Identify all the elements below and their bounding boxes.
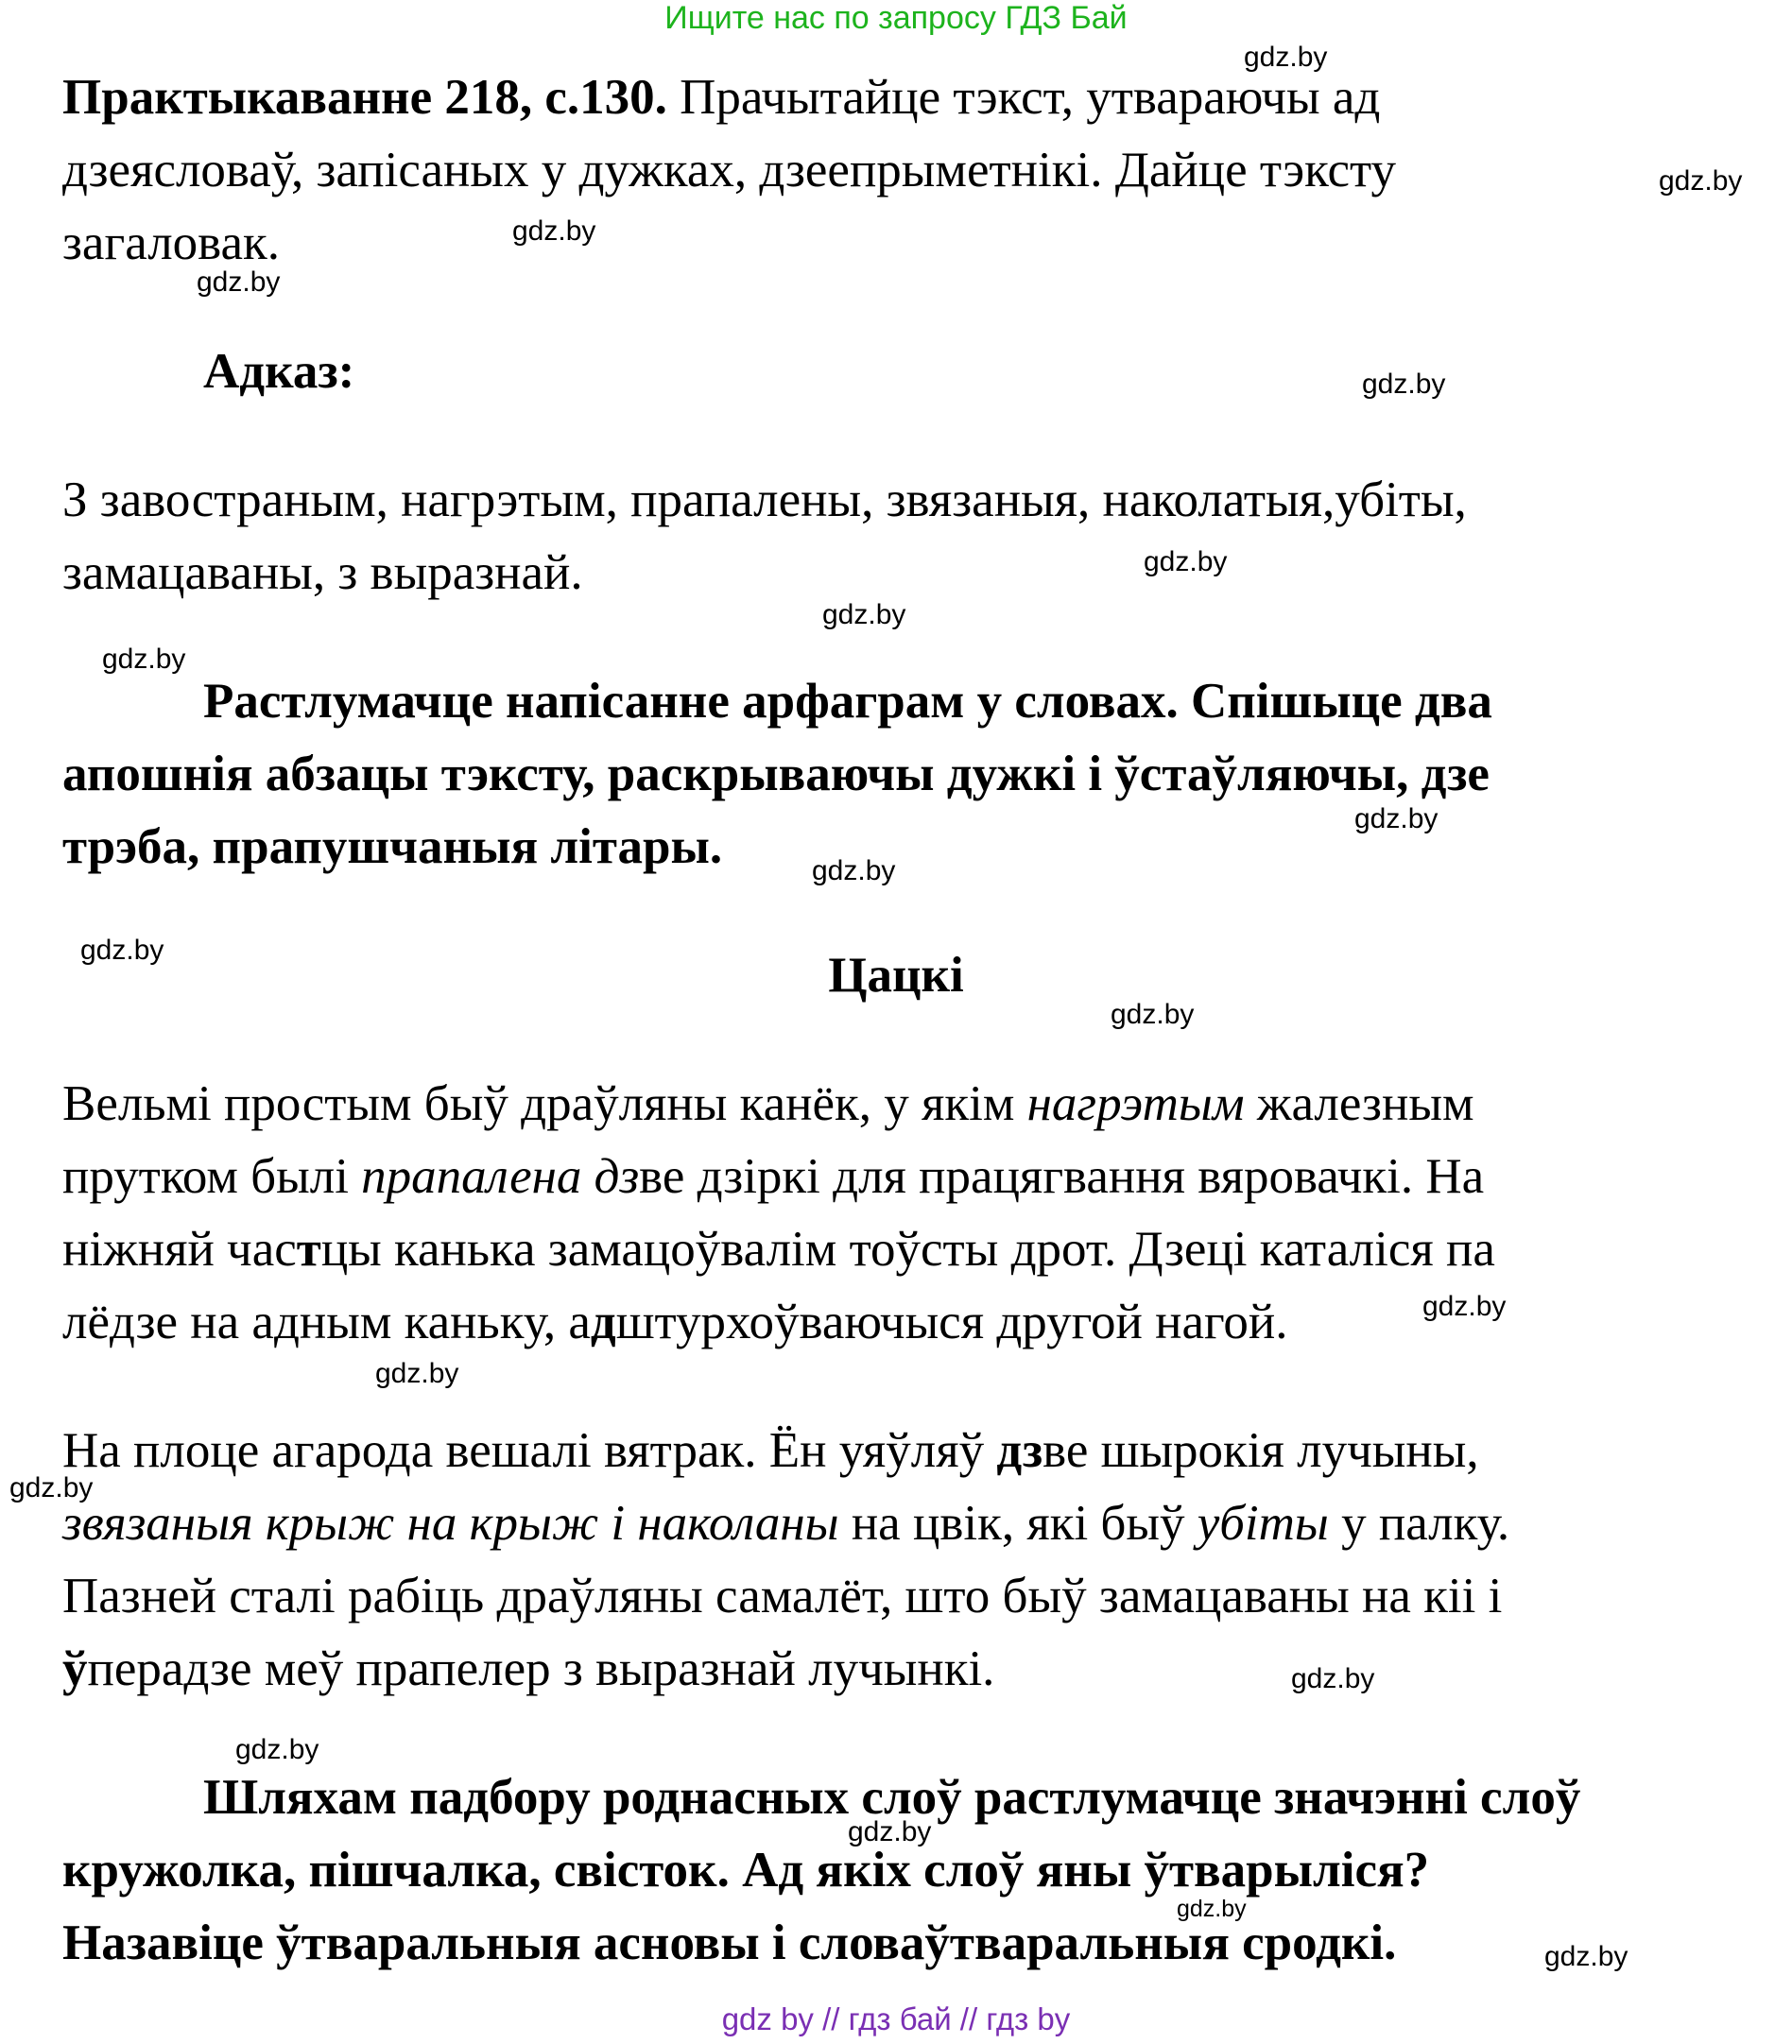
- para2-line-3: Пазней сталі рабіць драўляны самалёт, што быў замацаваны на кіі і: [62, 1569, 1503, 1623]
- para2-line-2: [62, 1487, 1509, 1560]
- task-text-line-3: загаловак.: [62, 215, 280, 270]
- watermark: gdz.by: [1177, 1896, 1247, 1922]
- para2-line-1: [62, 1415, 1479, 1487]
- para1-l1-text: Вельмі простым быў драўляны канёк, у якім: [62, 1076, 1027, 1131]
- task-text-line-2: дзеясловаў, запісаных у дужках, дзеепрыметнікі. Дайце тэксту: [62, 143, 1397, 198]
- para2-l1-bold: дз: [996, 1423, 1043, 1478]
- footer-links[interactable]: gdz by // гдз бай // гдз by: [721, 2001, 1071, 2036]
- watermark: gdz.by: [1354, 803, 1439, 834]
- watermark: gdz.by: [235, 1734, 319, 1765]
- watermark: gdz.by: [9, 1472, 94, 1503]
- text-title: Цацкі: [828, 948, 964, 1003]
- watermark: gdz.by: [512, 215, 596, 247]
- task3-line-3: Назавіце ўтваральныя асновы і словаўтваральныя сродкі.: [62, 1915, 1397, 1970]
- task3-line-2: кружолка, пішчалка, свісток. Ад якіх слоў яны ўтварыліся?: [62, 1843, 1430, 1898]
- para1-line-1: [62, 1068, 1474, 1141]
- watermark: gdz.by: [1544, 1941, 1628, 1972]
- task-intro-line-1: [62, 61, 1380, 134]
- search-banner[interactable]: Ищите нас по запросу ГДЗ Бай: [664, 0, 1128, 36]
- para2-l1-text: На плоце агарода вешалі вятрак. Ён уяўляў: [62, 1423, 997, 1478]
- para1-l1-italic: нагрэтым: [1026, 1076, 1245, 1131]
- watermark: gdz.by: [1291, 1663, 1375, 1694]
- watermark: gdz.by: [1362, 369, 1446, 400]
- answer-label: Адказ:: [203, 344, 355, 399]
- para2-l2-italic: звязаныя крыж на крыж і наколаны: [62, 1496, 839, 1551]
- para1-l2-text: прутком былі: [62, 1149, 362, 1204]
- para1-line-4: [62, 1286, 1288, 1359]
- para1-line-3: [62, 1213, 1495, 1286]
- watermark: gdz.by: [812, 855, 896, 886]
- watermark: gdz.by: [822, 599, 906, 630]
- para1-l2-tail: ве дзіркі для працягвання вяровачкі. На: [639, 1149, 1485, 1204]
- para2-l2-text: на цвік, які быў: [838, 1496, 1198, 1551]
- task-label: Практыкаванне 218, с.130.: [62, 70, 667, 125]
- watermark: gdz.by: [102, 644, 186, 675]
- para2-line-4: [62, 1633, 994, 1706]
- task-text-line-1: Прачытайце тэкст, утвараючы ад: [666, 70, 1381, 125]
- para1-l3-text: ніжняй час: [62, 1222, 297, 1277]
- watermark: gdz.by: [1422, 1291, 1507, 1322]
- para1-l1-tail: жалезным: [1244, 1076, 1474, 1131]
- para2-l4-bold: ў: [62, 1641, 88, 1696]
- para1-line-2: [62, 1141, 1484, 1213]
- watermark: gdz.by: [1244, 42, 1328, 73]
- para2-l4-text: перадзе меў прапелер з выразнай лучынкі.: [87, 1641, 995, 1696]
- task3-line-1: Шляхам падбору роднасных слоў растлумачце значэнні слоў: [203, 1770, 1581, 1825]
- task2-line-3: трэба, прапушчаныя літары.: [62, 819, 723, 874]
- para1-l4-tail: штурхоўваючыся другой нагой.: [615, 1295, 1288, 1349]
- watermark: gdz.by: [1659, 165, 1743, 197]
- para1-l4-text: лёдзе на адным каньку, а: [62, 1295, 591, 1349]
- answer-line-2: замацаваны, з выразнай.: [62, 545, 583, 600]
- para1-l4-bold: д: [590, 1295, 616, 1349]
- para1-l3-tail: цы канька замацоўвалім тоўсты дрот. Дзеці каталіся па: [320, 1222, 1495, 1277]
- task2-line-1: Растлумачце напісанне арфаграм у словах. Спішыце два: [203, 674, 1492, 729]
- watermark: gdz.by: [80, 935, 164, 966]
- watermark: gdz.by: [375, 1358, 459, 1389]
- answer-line-1: З завостраным, нагрэтым, прапалены, звязаныя, наколатыя,убіты,: [62, 472, 1467, 527]
- para2-l2-tail: у палку.: [1328, 1496, 1510, 1551]
- para1-l3-bold: т: [296, 1222, 321, 1277]
- watermark: gdz.by: [197, 266, 281, 298]
- task2-line-2: апошнія абзацы тэксту, раскрываючы дужкі і ўстаўляючы, дзе: [62, 747, 1490, 801]
- watermark: gdz.by: [1111, 999, 1195, 1030]
- para2-l1-tail: ве шырокія лучыны,: [1042, 1423, 1479, 1478]
- watermark: gdz.by: [1144, 546, 1228, 577]
- para1-l2-italic: прапалена дз: [361, 1149, 640, 1204]
- watermark: gdz.by: [848, 1816, 932, 1847]
- para2-l2-italic-2: убіты: [1197, 1496, 1329, 1551]
